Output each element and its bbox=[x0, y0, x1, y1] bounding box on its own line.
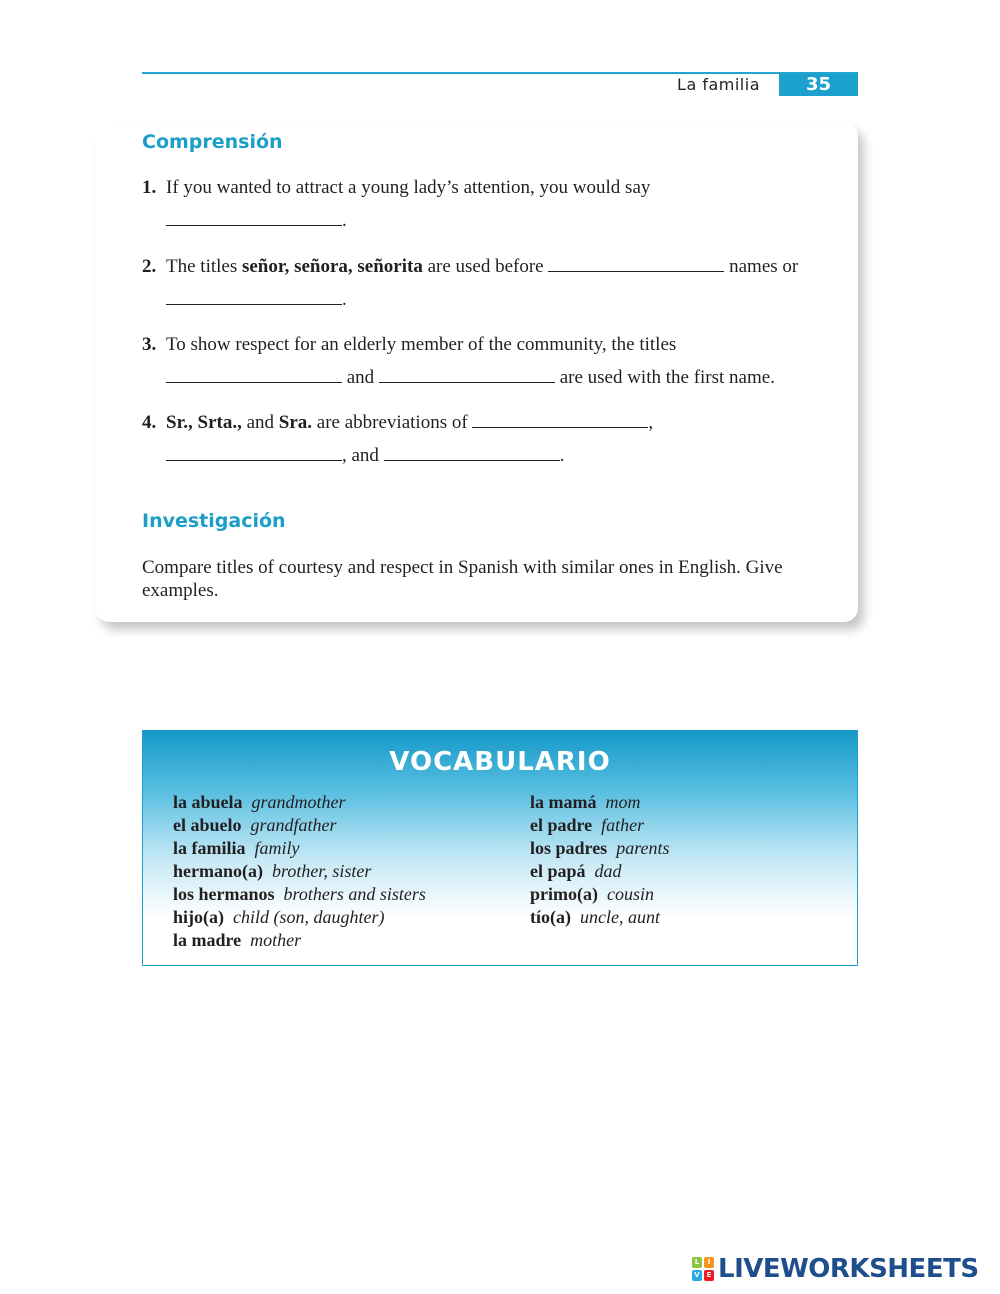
header-rule bbox=[142, 72, 858, 74]
answer-blank[interactable] bbox=[166, 444, 342, 461]
vocab-entry bbox=[173, 860, 426, 883]
question-bold-text: señor, señora, señorita bbox=[241, 256, 423, 277]
comprension-heading: Comprensión bbox=[142, 131, 283, 153]
vocab-term: el padre bbox=[530, 815, 593, 835]
vocab-gloss: dad bbox=[594, 861, 622, 881]
vocab-term: el abuelo bbox=[173, 815, 242, 835]
page-number: 35 bbox=[779, 74, 858, 96]
logo-text: LIVEWORKSHEETS bbox=[718, 1254, 979, 1284]
vocab-entry bbox=[173, 837, 426, 860]
vocab-gloss: father bbox=[601, 815, 645, 835]
vocabulary-box bbox=[142, 730, 858, 966]
vocab-gloss: uncle, aunt bbox=[579, 907, 660, 927]
question-number: 4. bbox=[142, 412, 157, 433]
vocab-term: hijo(a) bbox=[173, 907, 224, 927]
question-bold-text: Sr., Srta., bbox=[166, 412, 242, 433]
vocab-entry bbox=[530, 791, 670, 814]
answer-blank[interactable] bbox=[166, 209, 342, 226]
question-text: and bbox=[342, 367, 379, 388]
running-title: La familia bbox=[677, 75, 760, 94]
question-text: are used before bbox=[422, 256, 549, 277]
question-text: names or bbox=[724, 256, 799, 277]
vocab-gloss: mom bbox=[605, 792, 641, 812]
punctuation: . bbox=[559, 445, 565, 466]
vocab-entry bbox=[173, 791, 426, 814]
answer-blank[interactable] bbox=[472, 411, 648, 428]
question-text: are used with the first name. bbox=[554, 367, 775, 388]
vocab-gloss: brother, sister bbox=[271, 861, 372, 881]
vocab-gloss: parents bbox=[616, 838, 670, 858]
liveworksheets-logo[interactable] bbox=[692, 1255, 979, 1283]
vocab-term: el papá bbox=[530, 861, 586, 881]
vocab-entry bbox=[530, 860, 670, 883]
question-text: If you wanted to attract a young lady’s attention, you would say bbox=[166, 177, 651, 198]
question-3 bbox=[142, 328, 858, 394]
answer-blank[interactable] bbox=[384, 444, 560, 461]
punctuation: . bbox=[342, 210, 347, 231]
punctuation: . bbox=[342, 289, 347, 310]
answer-blank[interactable] bbox=[166, 288, 342, 305]
vocab-term: la madre bbox=[173, 930, 242, 950]
vocab-entry bbox=[173, 883, 426, 906]
investigacion-heading: Investigación bbox=[142, 510, 286, 532]
vocab-gloss: cousin bbox=[606, 884, 654, 904]
vocab-term: hermano(a) bbox=[173, 861, 263, 881]
vocab-entry bbox=[173, 929, 426, 952]
vocab-gloss: child (son, daughter) bbox=[233, 907, 385, 927]
vocab-term: la mamá bbox=[530, 792, 597, 812]
vocab-gloss: mother bbox=[250, 930, 302, 950]
question-text: are abbreviations of bbox=[312, 412, 473, 433]
answer-blank[interactable] bbox=[548, 255, 724, 272]
question-text: The titles bbox=[166, 256, 242, 277]
vocab-term: la abuela bbox=[173, 792, 243, 812]
vocab-gloss: brothers and sisters bbox=[283, 884, 426, 904]
logo-letter: L bbox=[692, 1257, 702, 1268]
question-2 bbox=[142, 250, 858, 316]
vocab-term: tío(a) bbox=[530, 907, 571, 927]
vocab-entry bbox=[173, 814, 426, 837]
answer-blank[interactable] bbox=[166, 366, 342, 383]
vocab-entry bbox=[530, 814, 670, 837]
question-number: 2. bbox=[142, 256, 157, 277]
logo-icon bbox=[692, 1257, 714, 1281]
question-text: , and bbox=[342, 445, 384, 466]
vocab-gloss: grandmother bbox=[251, 792, 346, 812]
vocabulary-right-column bbox=[530, 791, 670, 929]
vocab-gloss: grandfather bbox=[250, 815, 337, 835]
vocab-entry bbox=[173, 906, 426, 929]
vocab-entry bbox=[530, 883, 670, 906]
vocab-entry bbox=[530, 906, 670, 929]
question-number: 3. bbox=[142, 334, 157, 355]
vocab-entry bbox=[530, 837, 670, 860]
question-text: To show respect for an elderly member of the community, the titles bbox=[166, 334, 677, 355]
question-text: and bbox=[241, 412, 279, 433]
vocab-term: primo(a) bbox=[530, 884, 598, 904]
answer-blank[interactable] bbox=[379, 366, 555, 383]
vocabulary-title: VOCABULARIO bbox=[389, 747, 611, 777]
question-bold-text: Sra. bbox=[278, 412, 313, 433]
logo-letter: V bbox=[692, 1270, 702, 1281]
vocab-gloss: family bbox=[254, 838, 300, 858]
question-1 bbox=[142, 171, 858, 237]
question-4 bbox=[142, 406, 858, 472]
vocab-term: los padres bbox=[530, 838, 608, 858]
logo-letter: E bbox=[704, 1270, 714, 1281]
question-number: 1. bbox=[142, 177, 157, 198]
logo-letter: I bbox=[704, 1257, 714, 1268]
vocab-term: la familia bbox=[173, 838, 246, 858]
investigacion-text: Compare titles of courtesy and respect in Spanish with similar ones in English. Give examples. bbox=[142, 557, 783, 601]
vocab-term: los hermanos bbox=[173, 884, 275, 904]
punctuation: , bbox=[648, 412, 654, 433]
vocabulary-left-column bbox=[173, 791, 426, 952]
